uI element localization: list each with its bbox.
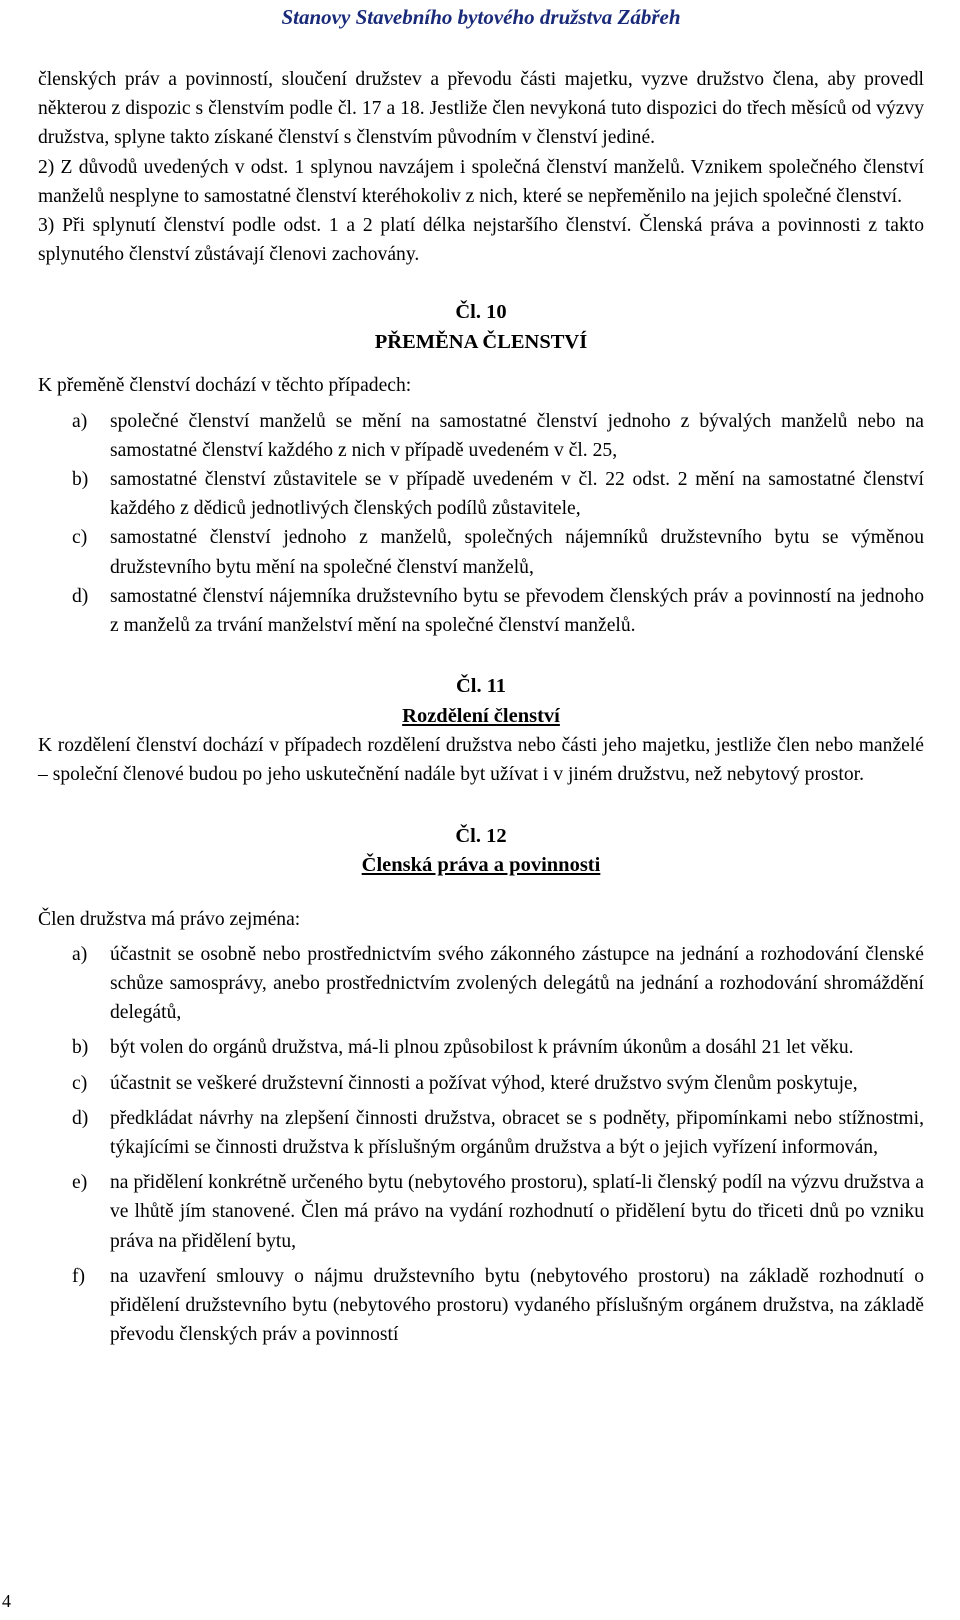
list-marker: e): [72, 1172, 88, 1194]
article-12-intro: Člen družstva má právo zejména:: [38, 908, 301, 930]
list-item: [38, 1262, 924, 1350]
list-item: [38, 1104, 924, 1162]
article-11-text: K rozdělení členství dochází v případech rozdělení družstva nebo části jeho majetku, jestliže člen nebo manželé – společní členové budou po jeho uskutečnění nadále byt užívat i v jiném družstvu, než nebytový prostor.: [38, 735, 924, 786]
list-marker: a): [72, 410, 88, 432]
list-marker: a): [72, 943, 88, 965]
article-11-number: Čl. 11: [455, 675, 507, 698]
list-item: [38, 465, 924, 523]
paragraph-2: 2) Z důvodů uvedených v odst. 1 splynou navzájem i společná členství manželů. Vznikem společného členství manželů nesplyne to samostatné členství kteréhokoliv z nich, které se nepřeměnilo na jejich společné členství.: [38, 156, 924, 207]
list-marker: f): [72, 1265, 86, 1287]
article-10-number: Čl. 10: [455, 301, 507, 324]
paragraph-continued: členských práv a povinností, sloučení družstev a převodu části majetku, vyzve družstvo člena, aby provedl některou z dispozic s členstvím podle čl. 17 a 18. Jestliže člen nevykoná tuto dispozici do třech měsíců od výzvy družstva, splyne takto získané členství s členstvím původním v členství jediné.: [38, 69, 924, 149]
list-item: [38, 523, 924, 581]
paragraph-3: 3) Při splynutí členství podle odst. 1 a 2 platí délka nejstaršího členství. Členská práva a povinnosti z takto splynutého členství zůstávají členovi zachovány.: [38, 215, 924, 266]
list-marker: d): [72, 1107, 89, 1129]
list-item: [38, 407, 924, 465]
list-marker: b): [72, 469, 89, 491]
list-item: [38, 1168, 924, 1256]
article-11-title: [38, 702, 924, 732]
list-item: [38, 940, 924, 1028]
list-item-text: samostatné členství nájemníka družstevního bytu se převodem členských práv a povinností na jednoho z manželů za trvání manželství mění na společné členství manželů.: [110, 585, 924, 637]
list-item-text: účastnit se veškeré družstevní činnosti a požívat výhod, které družstvo svým členům poskytuje,: [110, 1072, 858, 1094]
article-12-title: [38, 851, 924, 881]
page-header-title: Stanovy Stavebního bytového družstva Zábřeh: [281, 5, 681, 29]
article-10-list: [38, 407, 924, 641]
list-item-text: na přidělení konkrétně určeného bytu (nebytového prostoru), splatí-li členský podíl na výzvu družstva a ve lhůtě jím stanovené. Člen má právo na vydání rozhodnutí o přidělení bytu do třiceti dnů po vzniku práva na přidělení bytu,: [110, 1172, 924, 1252]
continued-text: [38, 65, 924, 269]
list-item: [38, 582, 924, 640]
list-marker: b): [72, 1037, 89, 1059]
article-10-title: PŘEMĚNA ČLENSTVÍ: [374, 330, 588, 353]
article-12-title-text: Členská práva a povinnosti: [361, 854, 601, 877]
list-marker: c): [72, 527, 88, 549]
article-10-intro: K přeměně členství dochází v těchto případech:: [38, 375, 412, 397]
list-item: [38, 1033, 924, 1062]
article-12-list: [38, 940, 924, 1350]
list-marker: c): [72, 1072, 88, 1094]
list-item-text: předkládat návrhy na zlepšení činnosti družstva, obracet se s podněty, připomínkami nebo stížnostmi, týkajícími se činnosti družstva k příslušným orgánům družstva a být o jejich vyřízení informován,: [110, 1107, 924, 1159]
list-item-text: účastnit se osobně nebo prostřednictvím svého zákonného zástupce na jednání a rozhodování členské schůze samosprávy, anebo prostřednictvím zvolených delegátů na jednání a rozhodování shromáždění delegátů,: [110, 943, 924, 1024]
list-item-text: být volen do orgánů družstva, má-li plnou způsobilost k právním úkonům a dosáhl 21 let věku.: [110, 1037, 854, 1059]
list-item-text: samostatné členství zůstavitele se v případě uvedeném v čl. 22 odst. 2 mění na samostatné členství každého z dědiců jednotlivých členských podílů zůstavitele,: [110, 469, 924, 520]
list-marker: d): [72, 585, 89, 607]
article-12-number: Čl. 12: [455, 824, 507, 847]
article-11-title-text: Rozdělení členství: [402, 704, 560, 727]
list-item: [38, 1069, 924, 1098]
list-item-text: společné členství manželů se mění na samostatné členství jednoho z bývalých manželů nebo na samostatné členství každého z nich v případě uvedeném v čl. 25,: [110, 410, 924, 461]
list-item-text: na uzavření smlouvy o nájmu družstevního bytu (nebytového prostoru) na základě rozhodnutí o přidělení družstevního bytu (nebytového prostoru) vydaného příslušným orgánem družstva, na základě převodu členských práv a povinností: [110, 1265, 924, 1346]
page-number: 4: [2, 1591, 11, 1611]
list-item-text: samostatné členství jednoho z manželů, společných nájemníků družstevního bytu se výměnou družstevního bytu mění na společné členství manželů,: [110, 527, 924, 578]
